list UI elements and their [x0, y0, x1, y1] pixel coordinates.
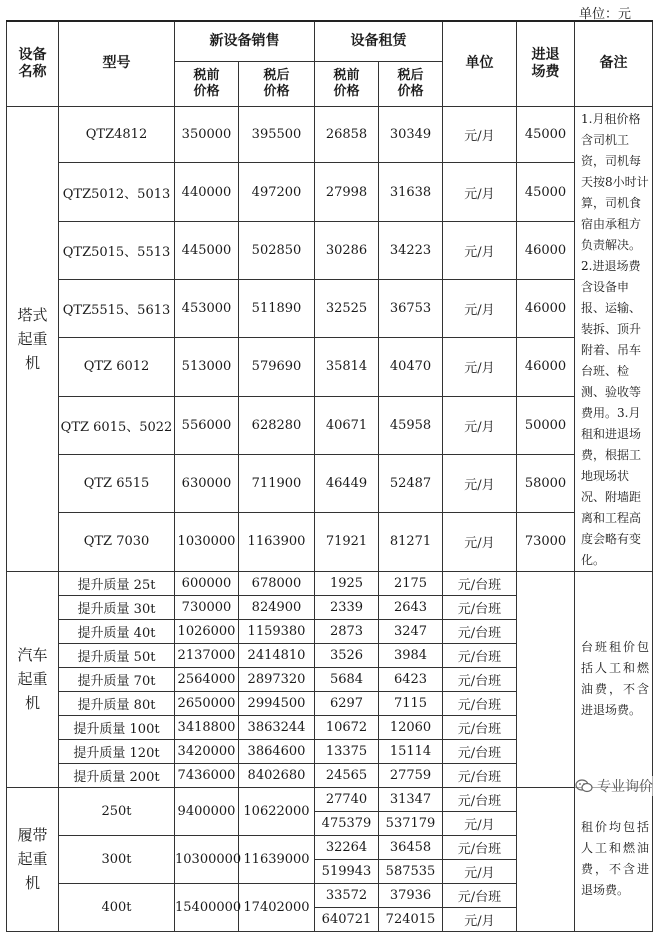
- rent-post-cell: 7115: [379, 691, 443, 715]
- sale-post-cell: 628280: [239, 396, 315, 454]
- fee-cell: 73000: [517, 513, 575, 571]
- sale-pre-cell: 9400000: [175, 787, 239, 835]
- unit-cell: 元/台班: [443, 883, 517, 907]
- model-cell: 提升质量 70t: [59, 667, 175, 691]
- rent-post-cell: 27759: [379, 763, 443, 787]
- unit-cell: 元/台班: [443, 763, 517, 787]
- model-cell: QTZ 6015、5022: [59, 396, 175, 454]
- fee-cell: 50000: [517, 396, 575, 454]
- unit-cell: 元/月: [443, 454, 517, 512]
- unit-cell: 元/月: [443, 396, 517, 454]
- unit-cell: 元/台班: [443, 571, 517, 595]
- sale-pre-cell: 2137000: [175, 643, 239, 667]
- rent-post-cell: 52487: [379, 454, 443, 512]
- model-cell: QTZ 6515: [59, 454, 175, 512]
- model-cell: 提升质量 30t: [59, 595, 175, 619]
- fee-cell: 45000: [517, 163, 575, 221]
- sale-post-cell: 2414810: [239, 643, 315, 667]
- sale-post-cell: 3863244: [239, 715, 315, 739]
- sale-pre-cell: 3420000: [175, 739, 239, 763]
- sale-post-cell: 395500: [239, 106, 315, 163]
- unit-cell: 元/台班: [443, 691, 517, 715]
- rent-pre-cell: 27998: [315, 163, 379, 221]
- sale-post-cell: 11639000: [239, 835, 315, 883]
- rent-pre-cell: 2873: [315, 619, 379, 643]
- sale-post-cell: 497200: [239, 163, 315, 221]
- fee-cell: 46000: [517, 221, 575, 279]
- fee-cell: 46000: [517, 279, 575, 337]
- sale-pre-cell: 1026000: [175, 619, 239, 643]
- category-crawler-crane: 履带起重机: [7, 787, 59, 931]
- table-row: [7, 513, 653, 571]
- table-row: [7, 396, 653, 454]
- rent-post-cell: 724015: [379, 907, 443, 931]
- rent-pre-cell: 5684: [315, 667, 379, 691]
- rent-pre-cell: 32525: [315, 279, 379, 337]
- rent-post-cell: 45958: [379, 396, 443, 454]
- sale-pre-cell: 453000: [175, 279, 239, 337]
- sale-post-cell: 2897320: [239, 667, 315, 691]
- rent-post-cell: 537179: [379, 811, 443, 835]
- sale-pre-cell: 556000: [175, 396, 239, 454]
- category-tower-crane: 塔式起重机: [7, 106, 59, 571]
- rent-post-cell: 15114: [379, 739, 443, 763]
- unit-cell: 元/月: [443, 106, 517, 163]
- rent-post-cell: 3247: [379, 619, 443, 643]
- unit-note: 单位：元: [578, 7, 631, 22]
- rent-post-cell: 3984: [379, 643, 443, 667]
- unit-cell: 元/月: [443, 513, 517, 571]
- sale-pre-cell: 513000: [175, 338, 239, 396]
- rent-pre-cell: 32264: [315, 835, 379, 859]
- rent-pre-cell: 35814: [315, 338, 379, 396]
- header-sale-pre-tax: 税前价格: [175, 61, 239, 106]
- header-model: 型号: [59, 21, 175, 106]
- unit-cell: 元/月: [443, 279, 517, 337]
- rent-post-cell: 37936: [379, 883, 443, 907]
- sale-pre-cell: 2564000: [175, 667, 239, 691]
- sale-pre-cell: 730000: [175, 595, 239, 619]
- rent-pre-cell: 519943: [315, 859, 379, 883]
- table-row: [7, 454, 653, 512]
- sale-post-cell: 511890: [239, 279, 315, 337]
- rent-post-cell: 81271: [379, 513, 443, 571]
- table-row: [7, 338, 653, 396]
- sale-post-cell: 2994500: [239, 691, 315, 715]
- rent-pre-cell: 24565: [315, 763, 379, 787]
- rent-post-cell: 36753: [379, 279, 443, 337]
- rent-post-cell: 2643: [379, 595, 443, 619]
- crawler-crane-remark: 租价均包括人工和燃油费，不含进退场费。: [575, 787, 653, 931]
- rent-pre-cell: 10672: [315, 715, 379, 739]
- rent-pre-cell: 6297: [315, 691, 379, 715]
- rent-pre-cell: 640721: [315, 907, 379, 931]
- rent-pre-cell: 13375: [315, 739, 379, 763]
- watermark-text: 专业询价: [597, 779, 653, 795]
- rent-post-cell: 31347: [379, 787, 443, 811]
- model-cell: 提升质量 200t: [59, 763, 175, 787]
- sale-pre-cell: 600000: [175, 571, 239, 595]
- sale-pre-cell: 350000: [175, 106, 239, 163]
- sale-pre-cell: 3418800: [175, 715, 239, 739]
- rent-pre-cell: 33572: [315, 883, 379, 907]
- sale-post-cell: 17402000: [239, 883, 315, 931]
- header-equipment-name: 设备名称: [7, 21, 59, 106]
- header-entry-exit-fee: 进退场费: [517, 21, 575, 106]
- unit-cell: 元/月: [443, 811, 517, 835]
- sale-pre-cell: 1030000: [175, 513, 239, 571]
- rent-post-cell: 31638: [379, 163, 443, 221]
- model-cell: 提升质量 120t: [59, 739, 175, 763]
- truck-crane-remark: 台班租价包括人工和燃油费，不含进退场费。: [575, 571, 653, 787]
- unit-cell: 元/台班: [443, 643, 517, 667]
- header-rent-post-tax: 税后价格: [379, 61, 443, 106]
- rent-pre-cell: 46449: [315, 454, 379, 512]
- sale-pre-cell: 440000: [175, 163, 239, 221]
- fee-cell: 46000: [517, 338, 575, 396]
- truck-crane-fee-empty: [517, 571, 575, 787]
- truck-crane-section: [7, 571, 653, 787]
- model-cell: QTZ5515、5613: [59, 279, 175, 337]
- sale-post-cell: 678000: [239, 571, 315, 595]
- fee-cell: 45000: [517, 106, 575, 163]
- rent-pre-cell: 40671: [315, 396, 379, 454]
- rent-pre-cell: 2339: [315, 595, 379, 619]
- model-cell: QTZ5012、5013: [59, 163, 175, 221]
- unit-cell: 元/台班: [443, 619, 517, 643]
- header-unit: 单位: [443, 21, 517, 106]
- sale-post-cell: 8402680: [239, 763, 315, 787]
- tower-crane-section: [7, 106, 653, 571]
- tower-crane-remark: 1.月租价格含司机工资，司机每天按8小时计算，司机食宿由承租方负责解决。2.进退场费含设备申报、运输、装拆、顶升附着、吊车台班、检测、验收等费用。3.月租和进退场费，根据工地现场状况、附墙距离和工程高度会略有变化。: [575, 106, 653, 571]
- unit-cell: 元/台班: [443, 595, 517, 619]
- model-cell: 250t: [59, 787, 175, 835]
- unit-cell: 元/月: [443, 859, 517, 883]
- table-row: [7, 279, 653, 337]
- rent-pre-cell: 1925: [315, 571, 379, 595]
- rent-post-cell: 40470: [379, 338, 443, 396]
- wechat-icon: [575, 779, 593, 793]
- rent-post-cell: 587535: [379, 859, 443, 883]
- model-cell: 提升质量 100t: [59, 715, 175, 739]
- sale-post-cell: 824900: [239, 595, 315, 619]
- rent-post-cell: 6423: [379, 667, 443, 691]
- sale-post-cell: 711900: [239, 454, 315, 512]
- header-rent-pre-tax: 税前价格: [315, 61, 379, 106]
- rent-pre-cell: 27740: [315, 787, 379, 811]
- model-cell: 提升质量 25t: [59, 571, 175, 595]
- sale-post-cell: 502850: [239, 221, 315, 279]
- sale-pre-cell: 445000: [175, 221, 239, 279]
- rent-post-cell: 30349: [379, 106, 443, 163]
- header-remarks: 备注: [575, 21, 653, 106]
- sale-pre-cell: 630000: [175, 454, 239, 512]
- unit-cell: 元/台班: [443, 715, 517, 739]
- unit-cell: 元/台班: [443, 667, 517, 691]
- rent-post-cell: 2175: [379, 571, 443, 595]
- unit-cell: 元/月: [443, 338, 517, 396]
- fee-cell: 58000: [517, 454, 575, 512]
- rent-pre-cell: 3526: [315, 643, 379, 667]
- model-cell: 提升质量 40t: [59, 619, 175, 643]
- sale-post-cell: 1163900: [239, 513, 315, 571]
- table-row: [7, 571, 653, 595]
- model-cell: QTZ5015、5513: [59, 221, 175, 279]
- header-rental: 设备租赁: [315, 21, 443, 61]
- model-cell: 300t: [59, 835, 175, 883]
- model-cell: QTZ 7030: [59, 513, 175, 571]
- unit-cell: 元/月: [443, 907, 517, 931]
- header-sale-post-tax: 税后价格: [239, 61, 315, 106]
- sale-pre-cell: 10300000: [175, 835, 239, 883]
- model-cell: 提升质量 50t: [59, 643, 175, 667]
- unit-cell: 元/台班: [443, 835, 517, 859]
- rent-pre-cell: 475379: [315, 811, 379, 835]
- model-cell: 提升质量 80t: [59, 691, 175, 715]
- crawler-crane-section: [7, 787, 653, 931]
- rent-pre-cell: 26858: [315, 106, 379, 163]
- table-row: [7, 106, 653, 163]
- sale-pre-cell: 15400000: [175, 883, 239, 931]
- model-cell: 400t: [59, 883, 175, 931]
- unit-cell: 元/月: [443, 163, 517, 221]
- rent-post-cell: 36458: [379, 835, 443, 859]
- sale-pre-cell: 7436000: [175, 763, 239, 787]
- rent-pre-cell: 30286: [315, 221, 379, 279]
- unit-cell: 元/台班: [443, 739, 517, 763]
- unit-cell: 元/月: [443, 221, 517, 279]
- rent-post-cell: 12060: [379, 715, 443, 739]
- category-truck-crane: 汽车起重机: [7, 571, 59, 787]
- sale-post-cell: 1159380: [239, 619, 315, 643]
- sale-pre-cell: 2650000: [175, 691, 239, 715]
- table-row: [7, 787, 653, 811]
- watermark: [575, 776, 653, 796]
- sale-post-cell: 10622000: [239, 787, 315, 835]
- table-row: [7, 163, 653, 221]
- price-table: [6, 20, 653, 932]
- sale-post-cell: 579690: [239, 338, 315, 396]
- crawler-crane-fee-empty: [517, 787, 575, 931]
- model-cell: QTZ4812: [59, 106, 175, 163]
- sale-post-cell: 3864600: [239, 739, 315, 763]
- unit-cell: 元/台班: [443, 787, 517, 811]
- table-row: [7, 221, 653, 279]
- rent-post-cell: 34223: [379, 221, 443, 279]
- header-new-sales: 新设备销售: [175, 21, 315, 61]
- model-cell: QTZ 6012: [59, 338, 175, 396]
- rent-pre-cell: 71921: [315, 513, 379, 571]
